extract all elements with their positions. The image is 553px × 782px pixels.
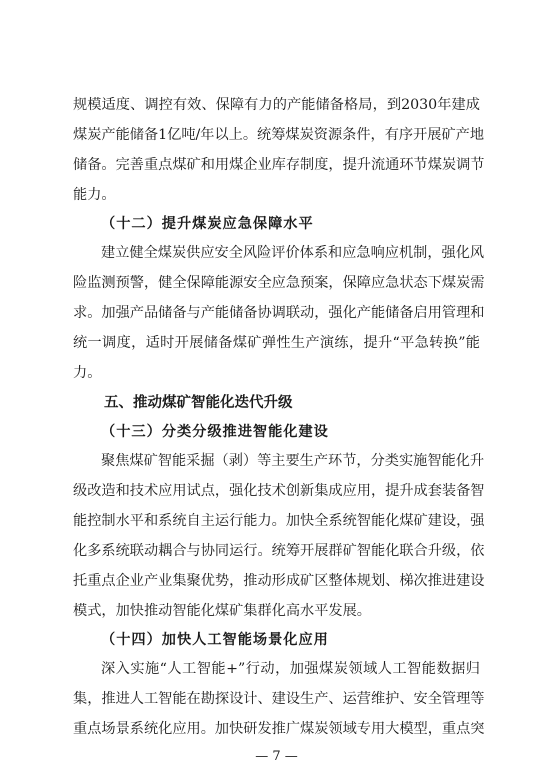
text-line: 化多系统联动耦合与协同运行。统筹开展群矿智能化联合升级，依	[73, 543, 485, 559]
text-line: 模式，加快推动智能化煤矿集群化高水平发展。	[73, 603, 371, 619]
text-line: 聚焦煤矿智能采掘（剥）等主要生产环节，分类实施智能化升	[101, 453, 485, 469]
text-line: 重点场景系统化应用。加快研发推广煤炭领域专用大模型，重点突	[73, 721, 485, 737]
text-line: 求。加强产品储备与产能储备协调联动，强化产能储备启用管理和	[73, 305, 485, 321]
text-line: 托重点企业产业集聚优势，推动形成矿区整体规划、梯次推进建设	[73, 573, 485, 589]
text-line: 深入实施“人工智能+”行动，加强煤炭领域人工智能数据归	[101, 661, 480, 677]
text-line: 规模适度、调控有效、保障有力的产能储备格局，到2030年建成	[73, 97, 480, 113]
text-line: 统一调度，适时开展储备煤矿弹性生产演练，提升“平急转换”能	[73, 335, 480, 351]
text-line: 能力。	[73, 187, 116, 203]
section-heading: （十四）加快人工智能场景化应用	[101, 632, 329, 648]
page-number: — 7 —	[255, 749, 298, 764]
text-line: 险监测预警，健全保障能源安全应急预案，保障应急状态下煤炭需	[73, 275, 485, 291]
text-line: 集，推进人工智能在勘探设计、建设生产、运营维护、安全管理等	[73, 691, 485, 707]
chapter-heading: 五、推动煤矿智能化迭代升级	[104, 395, 293, 411]
text-line: 建立健全煤炭供应安全风险评价体系和应急响应机制，强化风	[101, 245, 485, 261]
text-line: 级改造和技术应用试点，强化技术创新集成应用，提升成套装备智	[73, 483, 485, 499]
text-line: 煤炭产能储备1亿吨/年以上。统筹煤炭资源条件，有序开展矿产地	[73, 127, 485, 143]
section-heading: （十三）分类分级推进智能化建设	[101, 424, 329, 440]
text-line: 能控制水平和系统自主运行能力。加快全系统智能化煤矿建设，强	[73, 513, 485, 529]
text-line: 储备。完善重点煤矿和用煤企业库存制度，提升流通环节煤炭调节	[73, 157, 485, 173]
section-heading: （十二）提升煤炭应急保障水平	[101, 216, 314, 232]
text-line: 力。	[73, 365, 102, 381]
